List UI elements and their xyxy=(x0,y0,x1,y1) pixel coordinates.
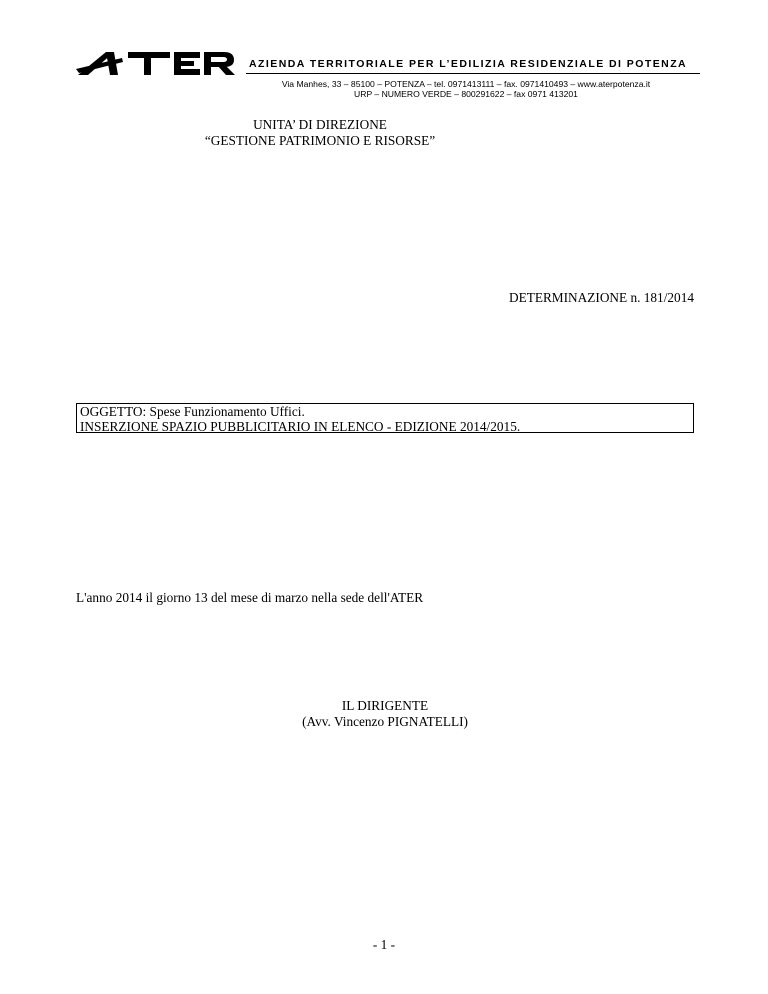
subject-box xyxy=(76,403,694,433)
ater-logo xyxy=(76,50,236,77)
signer-name: (Avv. Vincenzo PIGNATELLI) xyxy=(302,714,468,729)
subject-line: OGGETTO: Spese Funzionamento Uffici. xyxy=(80,404,305,419)
contact-urp-line: URP – NUMERO VERDE – 800291622 – fax 0971 413201 xyxy=(354,89,578,99)
signer-title: IL DIRIGENTE xyxy=(341,698,429,713)
organization-name: AZIENDA TERRITORIALE PER L’EDILIZIA RESIDENZIALE DI POTENZA xyxy=(249,58,688,70)
body-paragraph: L'anno 2014 il giorno 13 del mese di marzo nella sede dell'ATER xyxy=(76,590,424,605)
unit-subtitle: “GESTIONE PATRIMONIO E RISORSE” xyxy=(204,133,436,148)
determination-number: DETERMINAZIONE n. 181/2014 xyxy=(508,290,694,305)
header-divider xyxy=(246,73,700,74)
page-number: - 1 - xyxy=(372,937,396,952)
unit-title: UNITA’ DI DIREZIONE xyxy=(253,117,387,132)
contact-address-line: Via Manhes, 33 – 85100 – POTENZA – tel. 0971413111 – fax. 0971410493 – www.aterpotenza.it xyxy=(281,79,651,89)
subject-title: INSERZIONE SPAZIO PUBBLICITARIO IN ELENCO - EDIZIONE 2014/2015. xyxy=(80,418,521,434)
